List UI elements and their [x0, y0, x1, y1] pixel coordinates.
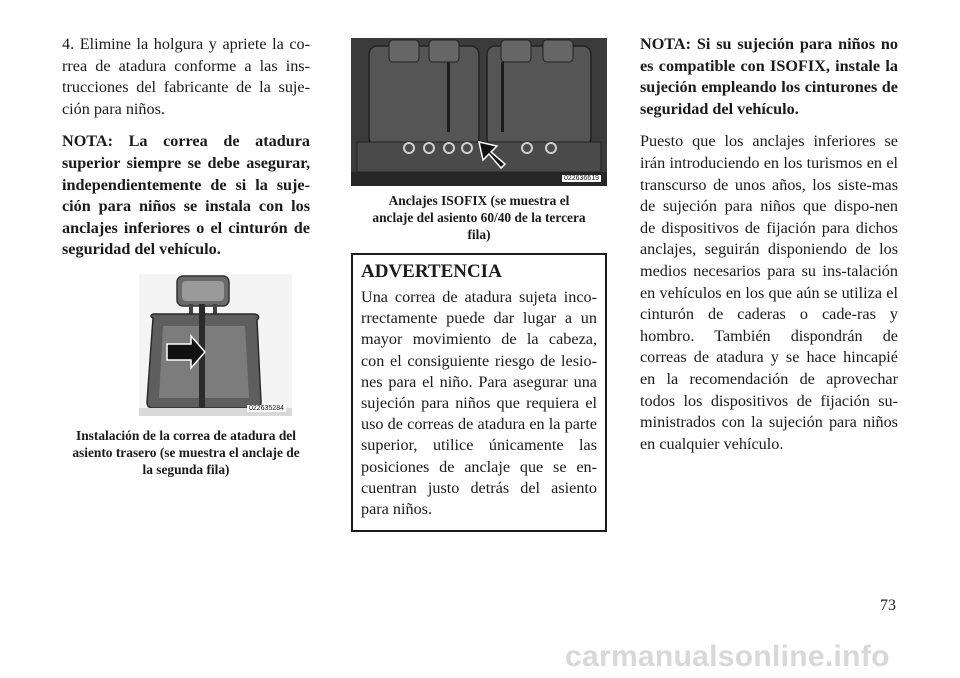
left-column — [62, 34, 310, 478]
isofix-figure-caption: Anclajes ISOFIX (se muestra el anclaje del asiento 60/40 de la tercera fila) — [372, 193, 586, 242]
isofix-illustration — [351, 38, 607, 186]
figure-code: 022636619 — [563, 175, 599, 182]
isofix-note: NOTA: Si su sujeción para niños no es compatible con ISOFIX, instale la sujeción empleando los cinturones de seguridad del vehículo. — [640, 35, 898, 118]
right-column — [640, 34, 898, 455]
anchors-paragraph: Puesto que los anclajes inferiores se irán introduciendo en los turismos en el transcurso de unos años, los siste-mas de sujeción para niños que dispo-nen de dispositivos de fijación para dichos anclajes, seguirán disponiendo de los medios necesarios para su ins-talación en vehículos en los que aún se utiliza el cinturón de caderas o cade-ras y hombro. También dispondrán de correas de atadura y se hace hincapié en la recomendación de aprovechar todos los dispositivos de fijación su-ministrados con la sujeción para niños en cualquier vehículo. — [640, 132, 898, 453]
step-4-text: 4. Elimine la holgura y apriete la co-rrea de atadura conforme a las ins-trucciones del fabricante de la suje-ción para niños. — [62, 35, 310, 118]
warning-box — [351, 253, 607, 532]
tether-strap-figure — [139, 274, 292, 416]
tether-note: NOTA: La correa de atadura superior siempre se debe asegurar, independientemente de si la suje-ción para niños se instala con los anclajes inferiores o el cinturón de seguridad del vehículo. — [62, 132, 310, 259]
figure-code: 022635284 — [248, 404, 284, 412]
tether-figure-caption: Instalación de la correa de atadura del asiento trasero (se muestra el anclaje de la segunda fila) — [72, 427, 300, 477]
warning-text: Una correa de atadura sujeta inco-rrectamente puede dar lugar a un mayor movimiento de la cabeza, con el consiguiente riesgo de lesio-nes para el niño. Para asegurar una sujeción para niños que requiera el uso de correas de atadura en la parte superior, utilice únicamente las posiciones de anclaje que se en-cuentran justo detrás del asiento para niños. — [361, 288, 597, 519]
watermark: carmanualsonline.info — [565, 640, 890, 673]
middle-column — [351, 38, 607, 532]
warning-title: ADVERTENCIA — [361, 261, 502, 282]
isofix-anchors-figure — [351, 38, 607, 186]
seat-illustration — [139, 274, 292, 416]
page-number: 73 — [880, 597, 896, 614]
